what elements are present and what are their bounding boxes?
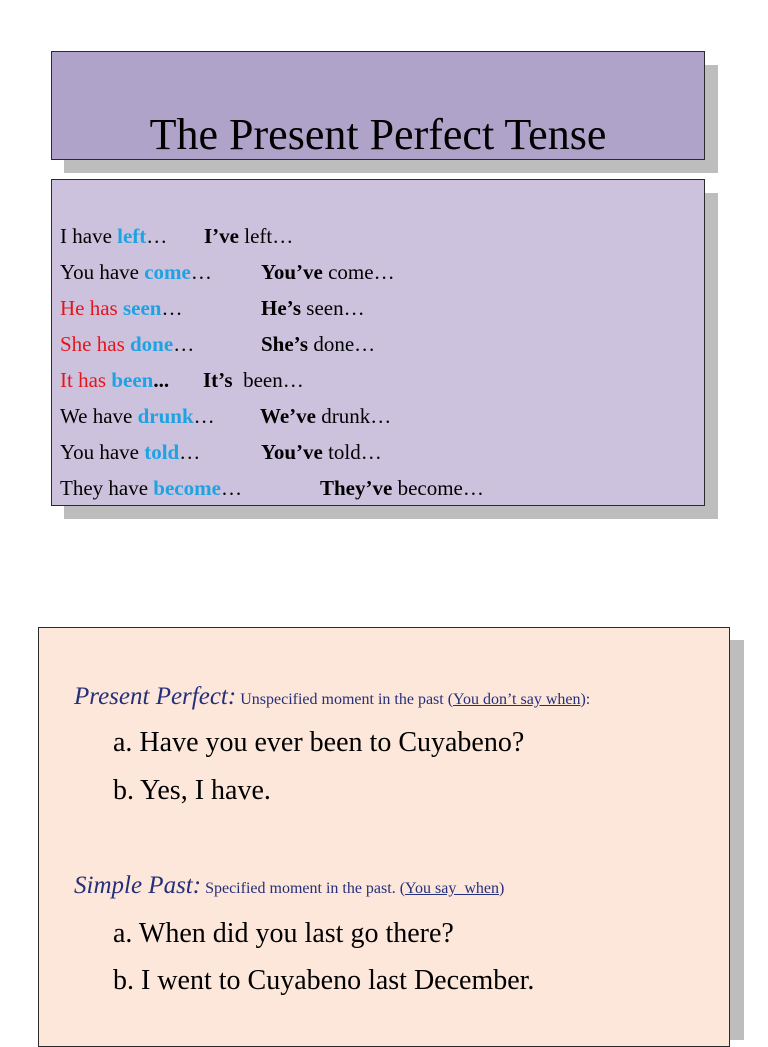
simple-past-close: ) (498, 880, 505, 897)
participle: come (144, 260, 191, 284)
contraction: He’s (261, 296, 302, 320)
subject: I have (60, 224, 118, 248)
page-title: The Present Perfect Tense (149, 110, 607, 159)
ellipsis: … (161, 296, 183, 320)
ellipsis: … (220, 476, 242, 500)
example-sentence: a. When did you last go there? (113, 918, 454, 949)
subject: It has (60, 368, 112, 392)
contraction-rest: become… (392, 476, 484, 500)
contraction-rest: been… (232, 368, 304, 392)
participle: done (130, 332, 174, 356)
contraction-rest: come… (322, 260, 395, 284)
ellipsis: … (190, 260, 212, 284)
simple-past-label: Simple Past: (74, 872, 202, 899)
contraction-rest: left… (239, 224, 294, 248)
ellipsis: … (173, 332, 195, 356)
example-sentence: b. Yes, I have. (113, 775, 271, 806)
contraction-rest: done… (308, 332, 376, 356)
contraction: I’ve (204, 224, 239, 248)
contraction-rest: drunk… (315, 404, 392, 428)
simple-past-heading (74, 872, 504, 900)
ellipsis: … (146, 224, 168, 248)
subject: You have (60, 440, 145, 464)
subject: We have (60, 404, 138, 428)
present-perfect-close: ): (580, 691, 591, 708)
contraction-rest: told… (322, 440, 382, 464)
example-sentence: b. I went to Cuyabeno last December. (113, 965, 535, 996)
subject: He has (60, 296, 123, 320)
example-sentence: a. Have you ever been to Cuyabeno? (113, 727, 525, 758)
contraction: She’s (261, 332, 309, 356)
participle: seen (122, 296, 162, 320)
present-perfect-heading (74, 683, 590, 711)
participle: drunk (137, 404, 194, 428)
conjugation-slide (51, 179, 705, 506)
participle: been (111, 368, 154, 392)
contraction: We’ve (260, 404, 316, 428)
title-slide (51, 51, 705, 160)
subject: You have (60, 260, 145, 284)
present-perfect-description: Unspecified moment in the past ( (236, 691, 454, 708)
simple-past-description: Specified moment in the past. ( (201, 880, 406, 897)
contraction: You’ve (261, 440, 323, 464)
simple-past-note: You say when (405, 880, 499, 897)
ellipsis: ... (153, 368, 170, 392)
subject: She has (60, 332, 130, 356)
ellipsis: … (179, 440, 201, 464)
present-perfect-label: Present Perfect: (74, 683, 237, 710)
present-perfect-note: You don’t say when (453, 691, 581, 708)
contraction: They’ve (320, 476, 393, 500)
ellipsis: … (193, 404, 215, 428)
participle: become (153, 476, 221, 500)
participle: left (117, 224, 147, 248)
contraction-rest: seen… (301, 296, 365, 320)
subject: They have (60, 476, 154, 500)
participle: told (144, 440, 180, 464)
comparison-slide (38, 627, 730, 1047)
contraction: You’ve (261, 260, 323, 284)
contraction: It’s (203, 368, 233, 392)
